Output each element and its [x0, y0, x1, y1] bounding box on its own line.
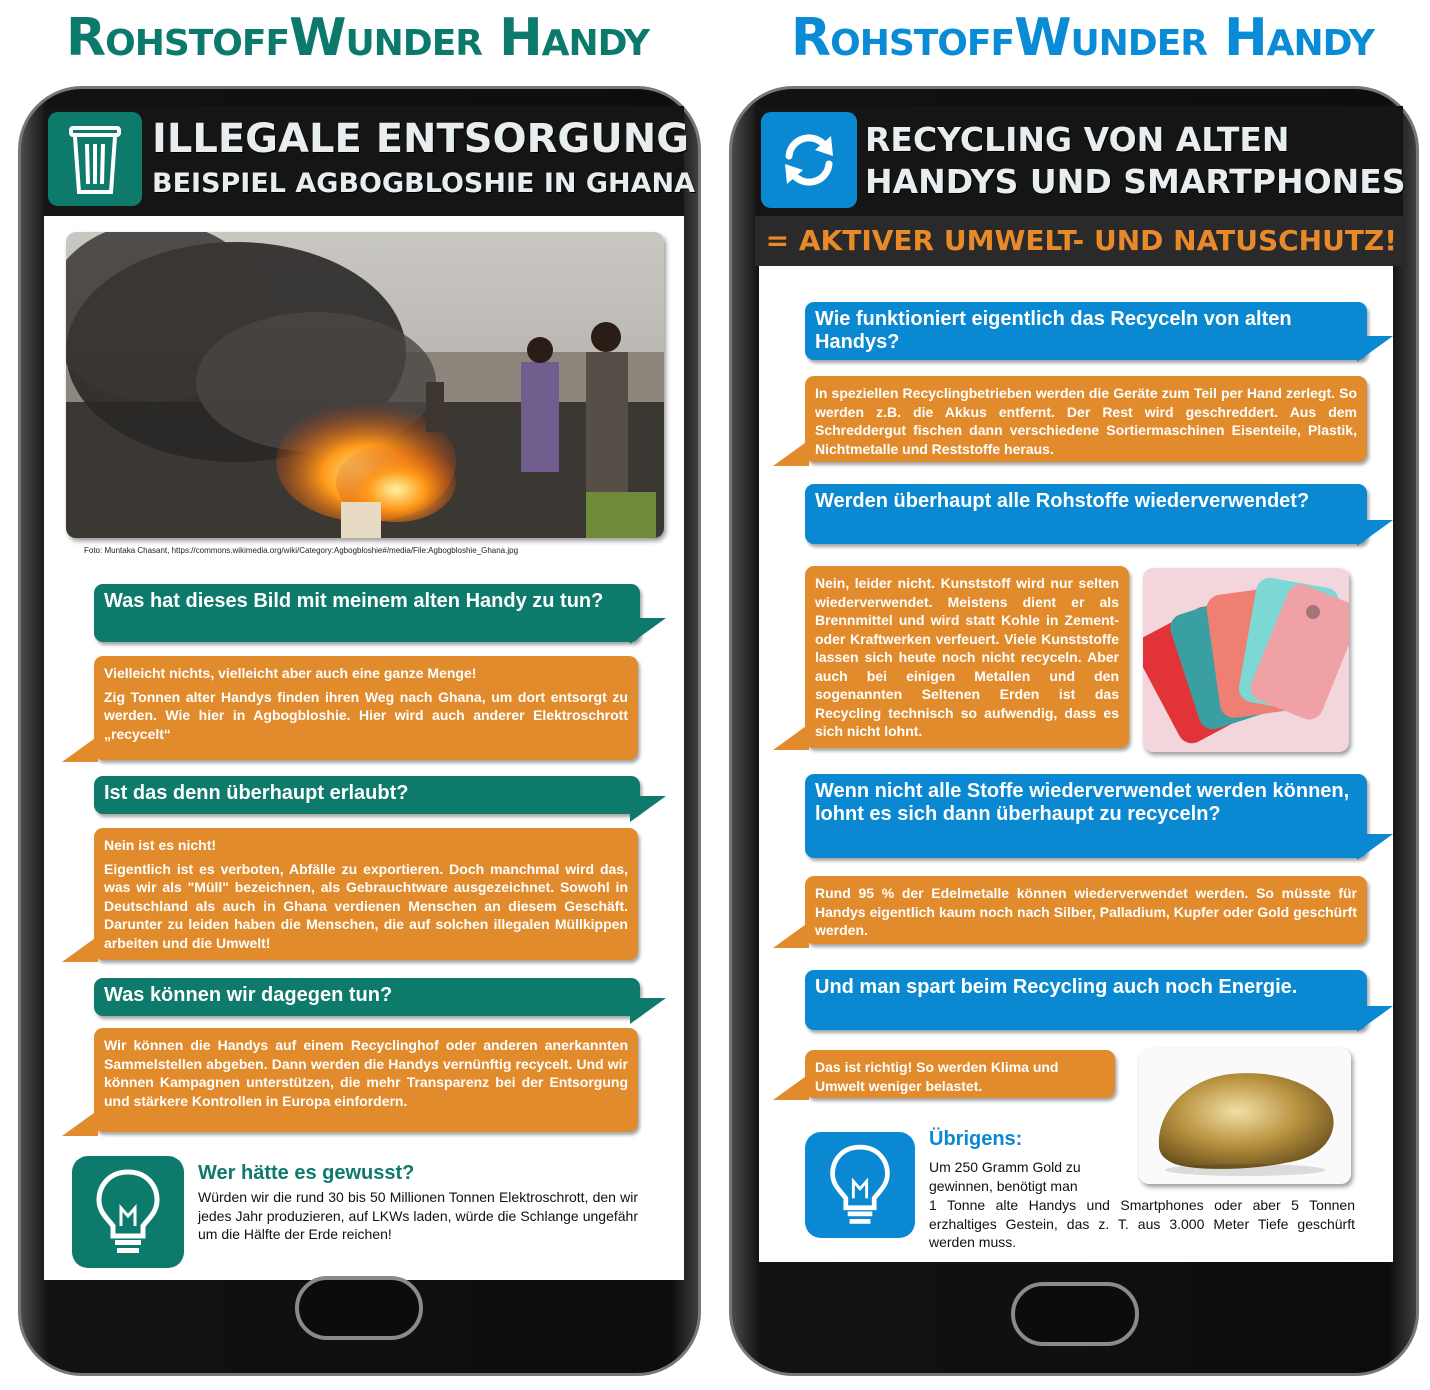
home-button[interactable]	[295, 1276, 423, 1340]
question-bubble	[94, 978, 640, 1016]
question-text: Ist das denn überhaupt erlaubt?	[104, 782, 409, 804]
answer-text: Nein, leider nicht. Kunststoff wird nur selten wiederverwendet. Meistens dient er als Brennmittel und wird statt Kohle in Zement- oder Kraftwerken verfeuert. Viele Kunststoffe lassen sich heute noch nicht recyceln. Aber auch bei einigen Metallen und den sogenannten Seltenen Erden ist das Recycling technisch so aufwendig, dass es sich nicht lohnt.	[815, 575, 1119, 739]
bubble-tail	[773, 440, 809, 466]
gold-nugget-photo	[1139, 1048, 1351, 1184]
answer-text: Zig Tonnen alter Handys finden ihren Weg nach Ghana, um dort entsorgt zu werden. Wie hier in Agbogbloshie. Hier wird auch anderer Elektroschrott „recycelt“	[104, 688, 628, 742]
question-bubble	[805, 302, 1367, 360]
phone-screen	[759, 266, 1393, 1262]
trash-can-icon	[48, 112, 142, 206]
tip-title: Wer hätte es gewusst?	[198, 1162, 415, 1184]
recycle-arrows-icon	[761, 112, 857, 208]
page-title: RohstoffWunder Handy	[791, 8, 1374, 68]
section-header	[44, 106, 696, 216]
answer-text: In speziellen Recyclingbetrieben werden die Geräte zum Teil per Hand zerlegt. So werden z.B. die Akkus entfernt. Der Rest wird geschreddert. Aus dem Schreddergut fischen dann verschiedene Sortiermaschinen Eisenteile, Plastik, Nichtmetalle und Reststoffe heraus.	[815, 385, 1357, 457]
answer-text: Wir können die Handys auf einem Recyclinghof oder anderen anerkannten Sammelstellen abgeben. Dann werden die Handys vernünftig recycelt. Und wir können Kampagnen unterstützen, die mehr Transparenz bei der Entsorgung und stärkere Kontrollen in Europa einfordern.	[104, 1037, 628, 1109]
answer-bubble	[805, 1050, 1115, 1098]
bubble-tail	[773, 922, 809, 948]
agbogbloshie-photo	[66, 232, 664, 538]
question-bubble	[805, 484, 1367, 544]
answer-bubble	[805, 566, 1129, 748]
bubble-tail	[62, 736, 98, 762]
question-bubble	[805, 774, 1367, 858]
answer-bubble	[94, 656, 638, 760]
question-text: Was hat dieses Bild mit meinem alten Handy zu tun?	[104, 590, 604, 612]
answer-text: Rund 95 % der Edelmetalle können wiederverwendet werden. So müsste für Handys eigentlich kaum noch nach Silber, Palladium, Kupfer oder Gold geschürft werden.	[815, 885, 1357, 938]
bubble-tail	[630, 618, 666, 644]
question-text: Wenn nicht alle Stoffe wiederverwendet werden können, lohnt es sich dann überhaupt zu recyceln?	[815, 780, 1350, 825]
bubble-tail	[1357, 834, 1393, 860]
question-text: Werden überhaupt alle Rohstoffe wiederverwendet?	[815, 490, 1310, 512]
subheader-bar	[755, 216, 1403, 266]
bubble-tail	[62, 936, 98, 962]
answer-bubble	[805, 876, 1367, 944]
header-line-2: HANDYS UND SMARTPHONES	[865, 162, 1406, 201]
header-line-2: BEISPIEL AGBOGBLOSHIE IN GHANA	[152, 168, 696, 199]
phone-screen	[44, 216, 684, 1280]
answer-bubble	[94, 828, 638, 960]
question-text: Und man spart beim Recycling auch noch Energie.	[815, 976, 1298, 998]
answer-text: Eigentlich ist es verboten, Abfälle zu exportieren. Doch manchmal wird das, was wir als "Müll" bezeichnen, als Gebrauchtware ausgezeichnet. Sowohl in Deutschland als auch in Ghana verdienen Menschen an diesem Geschäft. Darunter zu leiden haben die Menschen, die auf solchen illegalen Müllkippen arbeiten und die Umwelt!	[104, 860, 628, 951]
bubble-tail	[630, 998, 666, 1024]
question-text: Was können wir dagegen tun?	[104, 984, 393, 1006]
header-line-1: ILLEGALE ENTSORGUNG	[152, 116, 690, 162]
lightbulb-icon	[805, 1132, 915, 1238]
tip-text: 1 Tonne alte Handys und Smartphones oder aber 5 Tonnen erzhaltiges Gestein, das z. T. aus 3.000 Meter Tiefe geschürft werden muss.	[929, 1197, 1355, 1250]
photo-caption: Foto: Muntaka Chasant, https://commons.wikimedia.org/wiki/Category:Agbogbloshie#/media/File:Agbogbloshie_Ghana.jpg	[84, 546, 519, 555]
bubble-tail	[1357, 1006, 1393, 1032]
bubble-tail	[773, 1074, 809, 1100]
section-header	[755, 106, 1406, 266]
question-bubble	[805, 970, 1367, 1030]
tip-text: Würden wir die rund 30 bis 50 Millionen Tonnen Elektroschrott, den wir jedes Jahr produzieren, auf LKWs laden, würde die Schlange ungefähr um die Hälfte der Erde reichen!	[198, 1189, 638, 1242]
answer-text: Das ist richtig! So werden Klima und Umwelt weniger belastet.	[815, 1059, 1059, 1094]
lightbulb-icon	[72, 1156, 184, 1268]
header-line-1: RECYCLING VON ALTEN	[865, 120, 1290, 159]
bubble-tail	[62, 1110, 98, 1136]
question-text: Wie funktioniert eigentlich das Recyceln von alten Handys?	[815, 308, 1292, 353]
answer-bubble	[805, 376, 1367, 462]
bubble-tail	[1357, 336, 1393, 362]
phone-cases-photo	[1143, 568, 1349, 752]
subheader-text: = AKTIVER UMWELT- UND NATUSCHUTZ!	[765, 224, 1397, 257]
page-title: RohstoffWunder Handy	[66, 8, 649, 68]
question-bubble	[94, 776, 640, 814]
bubble-tail	[630, 796, 666, 822]
tip-text: Um 250 Gramm Gold zu gewinnen, benötigt man	[929, 1159, 1081, 1194]
right-panel	[715, 0, 1430, 1390]
answer-bubble	[94, 1028, 638, 1132]
bubble-tail	[773, 724, 809, 750]
home-button[interactable]	[1011, 1282, 1139, 1346]
tip-title: Übrigens:	[929, 1128, 1023, 1150]
question-bubble	[94, 584, 640, 642]
answer-text: Vielleicht nichts, vielleicht aber auch eine ganze Menge!	[104, 665, 477, 681]
bubble-tail	[1357, 520, 1393, 546]
answer-text: Nein ist es nicht!	[104, 837, 217, 853]
